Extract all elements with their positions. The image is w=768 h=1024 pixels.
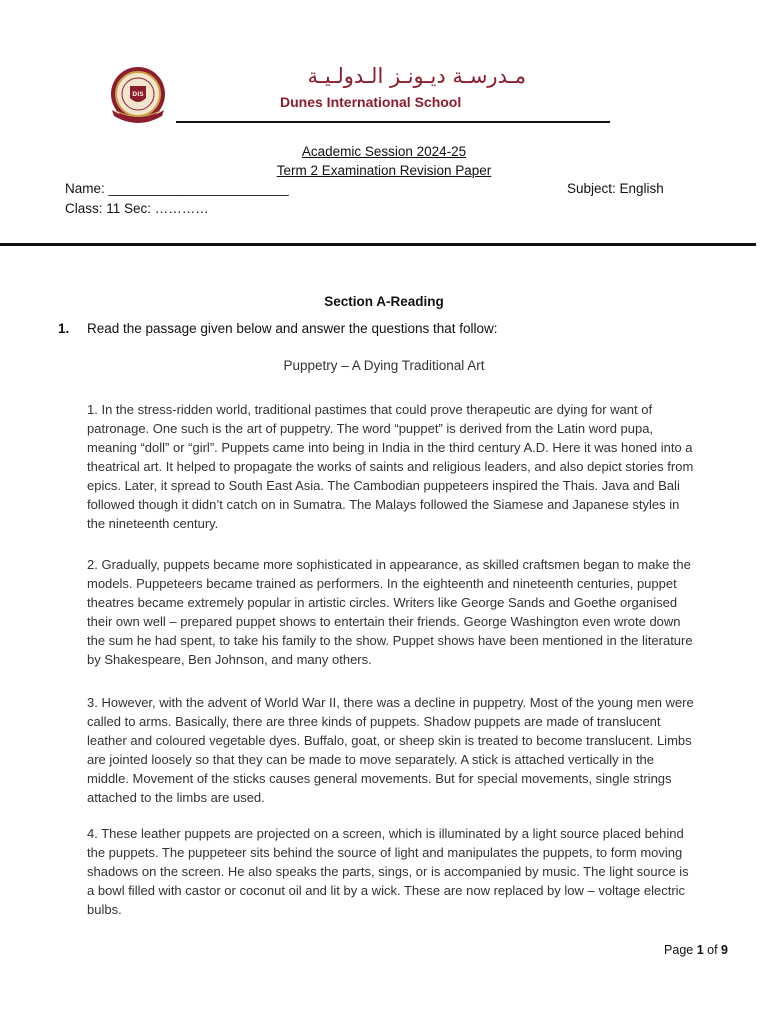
subject-label: Subject: English	[567, 181, 664, 196]
school-name-english: Dunes International School	[280, 94, 462, 110]
paper-title: Term 2 Examination Revision Paper	[276, 163, 492, 178]
question-instruction: Read the passage given below and answer the questions that follow:	[87, 321, 498, 336]
header-rule	[176, 121, 610, 123]
class-field: Class: 11 Sec: …………	[65, 201, 209, 216]
section-title: Section A-Reading	[324, 294, 444, 309]
svg-text:DIS: DIS	[132, 91, 144, 98]
question-number: 1.	[58, 321, 70, 336]
academic-session: Academic Session 2024-25	[301, 144, 467, 159]
passage-title: Puppetry – A Dying Traditional Art	[283, 358, 485, 373]
passage-paragraph-1: 1. In the stress-ridden world, traditional pastimes that could prove therapeutic are dying for want of patronage. One such is the art of puppetry. The word “puppet” is derived from the Latin word pupa, meaning “doll” or “girl”. Puppets came into being in India in the third century A.D. Here it was honed into a theatrical art. It helped to propagate the works of saints and religious leaders, and also depict stories from epics. Later, it spread to South East Asia. The Cambodian puppeteers inspired the Thais. Java and Bali followed though it didn’t catch on in Sumatra. The Malays followed the Siamese and Japanese styles in the nineteenth century.	[87, 402, 694, 531]
name-field: Name: ________________________	[65, 181, 289, 196]
page-number: Page 1 of 9	[664, 943, 728, 957]
school-logo	[106, 64, 170, 128]
passage-paragraph-2: 2. Gradually, puppets became more sophisticated in appearance, as skilled craftsmen began to make the models. Puppeteers became trained as performers. In the eighteenth and nineteenth centuries, puppet theatres became extremely popular in artistic circles. Writers like George Sands and Goethe organised their own well – prepared puppet shows to entertain their friends. George Washington even wrote down the sum he had spent, to take his family to the show. Puppet shows have been mentioned in the literature by Shakespeare, Ben Johnson, and many others.	[87, 557, 693, 667]
passage-paragraph-4: 4. These leather puppets are projected on a screen, which is illuminated by a light source placed behind the puppets. The puppeteer sits behind the source of light and manipulates the puppets, to form moving shadows on the screen. He also speaks the parts, sings, or is accompanied by music. The light source is a bowl filled with castor or coconut oil and lit by a wick. These are now replaced by low – voltage electric bulbs.	[87, 826, 689, 917]
passage-paragraph-3: 3. However, with the advent of World War II, there was a decline in puppetry. Most of the young men were called to arms. Basically, there are three kinds of puppets. Shadow puppets are made of translucent leather and coloured vegetable dyes. Buffalo, goat, or sheep skin is treated to become translucent. Limbs are jointed loosely so that they can be made to move separately. A stick is attached vertically in the middle. Movement of the sticks causes general movements. But for special movements, single strings attached to the limbs are used.	[87, 695, 694, 805]
school-name-arabic: مـدرسـة ديـونـز الـدولـيـة	[307, 64, 526, 88]
header-divider	[0, 243, 756, 246]
